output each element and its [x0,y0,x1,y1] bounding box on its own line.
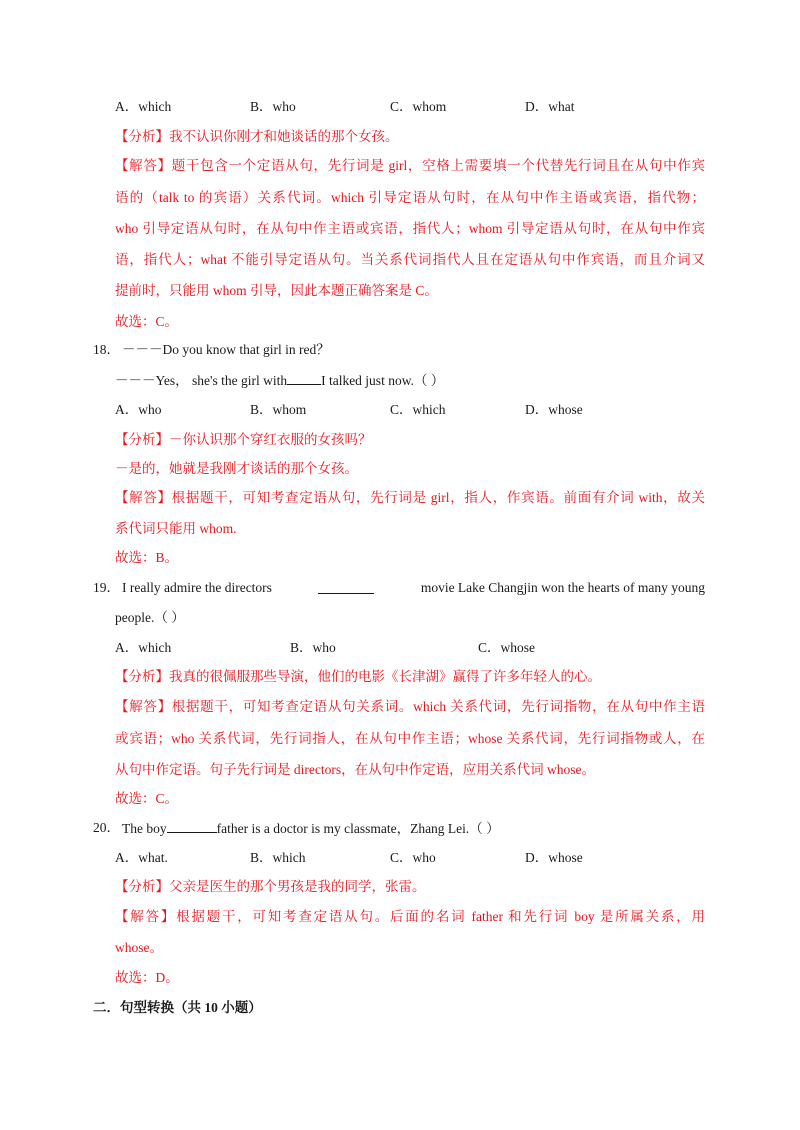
q18-line-2 [115,371,444,390]
q19-answer-line: 或宾语；who 关系代词，先行词指人，在从句中作主语；whose 关系代词，先行词指物或人，在 [115,731,705,746]
q19-number: 19． [93,580,120,595]
q20-option-c: C．who [390,850,436,865]
q17-option-b: B．who [250,99,296,114]
q20-blank[interactable] [167,819,217,833]
q17-option-a: A．which [115,99,172,114]
q17-option-d: D．what [525,99,575,114]
q18-line-1: －－－Do you know that girl in red？ [122,342,330,357]
q18-answer-line: 系代词只能用 whom. [115,521,237,536]
q20-option-a: A．what. [115,850,168,865]
q19-answer-line: 【解答】根据题干，可知考查定语从句关系词。which 关系代词，先行词指物，在从句中作主语 [115,699,705,714]
q17-answer-line: 【解答】题干包含一个定语从句，先行词是 girl，空格上需要填一个代替先行词且在从句中作宾 [115,158,705,173]
q18-option-d: D．whose [525,402,583,417]
q20-line-1 [122,819,500,838]
q18-analysis-1: 【分析】－你认识那个穿红衣服的女孩吗？ [115,432,372,447]
q17-choice: 故选：C。 [115,314,179,329]
q18-option-c: C．which [390,402,446,417]
q18-option-a: A．who [115,402,162,417]
q18-option-b: B．whom [250,402,307,417]
q20-choice: 故选：D。 [115,970,179,985]
q18-line-2-post: I talked just now.（ ） [321,373,445,388]
q20-option-b: B．which [250,850,306,865]
q19-option-a: A．which [115,640,172,655]
q18-blank[interactable] [287,371,321,385]
q17-answer-line: 提前时，只能用 whom 引导，因此本题正确答案是 C。 [115,283,438,298]
q20-answer-line: whose。 [115,940,163,955]
q17-answer-line: 语，指代人；what 不能引导定语从句。当关系代词指代人且在定语从句中作宾语，而且介词又 [115,252,705,267]
q17-answer-line: who 引导定语从句时，在从句中作主语或宾语，指代人；whom 引导定语从句时，在从句中作宾 [115,221,705,236]
q19-blank[interactable] [318,580,374,594]
q19-line-1-pre: I really admire the directors [122,580,272,595]
q17-answer-line: 语的（talk to 的宾语）关系代词。which 引导定语从句时，在从句中作主语或宾语，指代物； [115,190,705,205]
q20-answer-line: 【解答】根据题干，可知考查定语从句。后面的名词 father 和先行词 boy 是所属关系，用 [115,909,705,924]
q20-line-1-pre: The boy [122,821,167,836]
q18-line-2-pre: －－－Yes， she's the girl with [115,373,288,388]
q19-line-2: people.（ ） [115,610,185,625]
q19-line-1-post: movie Lake Changjin won the hearts of many young [420,580,705,595]
q19-line-1 [122,579,705,597]
q18-choice: 故选：B。 [115,550,179,565]
q17-analysis: 【分析】我不认识你刚才和她谈话的那个女孩。 [115,129,399,144]
q19-answer-line: 从句中作定语。句子先行词是 directors，在从句中作定语，应用关系代词 whose。 [115,762,595,777]
q19-choice: 故选：C。 [115,791,179,806]
q18-number: 18． [93,342,120,357]
q20-option-d: D．whose [525,850,583,865]
q20-line-1-post: father is a doctor is my classmate，Zhang Lei.（ ） [216,821,500,836]
q17-option-c: C．whom [390,99,447,114]
q19-analysis: 【分析】我真的很佩服那些导演，他们的电影《长津湖》赢得了许多年轻人的心。 [115,669,601,684]
q20-number: 20． [93,820,120,835]
q19-option-b: B．who [290,640,336,655]
q18-answer-line: 【解答】根据题干，可知考查定语从句，先行词是 girl，指人，作宾语。前面有介词 with，故关 [115,490,705,505]
q19-option-c: C．whose [478,640,535,655]
q20-analysis: 【分析】父亲是医生的那个男孩是我的同学，张雷。 [115,879,426,894]
section-title: 二．句型转换（共 10 小题） [93,1000,262,1015]
q18-analysis-2: －是的，她就是我刚才谈话的那个女孩。 [115,461,358,476]
